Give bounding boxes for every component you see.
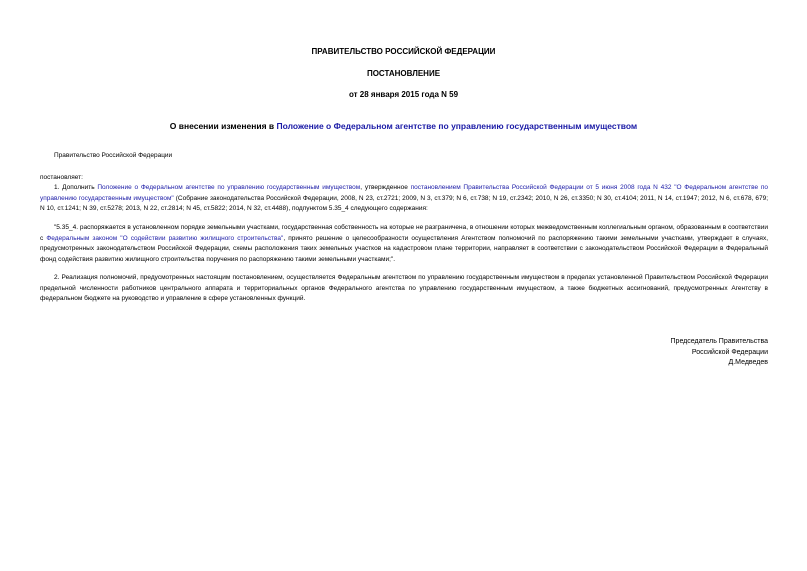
- quote-tail: , принято решение о целесообразности осуществления Агентством полномочий по распоряжению такими земельными участками, утверждает в случаях, предусмотренных законодательством Российской Федерации, схемы расположения таких земельных участков на кадастровом плане территории, направляет в соответствии с законодательством Российской Федерации в Федеральный фонд содействия развитию жилищного строительства поручения по распоряжению такими земельными участками;".: [40, 234, 769, 263]
- signature-org: Российской Федерации: [691, 348, 768, 356]
- paragraph-1-mid: , утвержденное: [360, 184, 411, 191]
- subject-regulation-link[interactable]: Положение о Федеральном агентстве по управлению государственным имуществом: [276, 121, 638, 131]
- paragraph-1-tail: (Собрание законодательства Российской Федерации, 2008, N 23, ст.2721; 2009, N 3, ст.379; N 6, ст.738; N 19, ст.2342; 2010, N 26, ст.3350; N 30, ст.4104; 2011, N 14, ст.1947; 2012, N 6, ст.678, 679; N 10, ст.1241; N 39, ст.5278; 2013, N 22, ст.2814; N 45, ст.5822; 2014, N 32, ст.4488), подпунктом 5.35_4 следующего содержания:: [40, 194, 769, 212]
- document-subject: [0, 121, 807, 132]
- paragraph-1-lead: 1. Дополнить: [54, 184, 98, 191]
- date-number-heading: от 28 января 2015 года N 59: [348, 90, 459, 99]
- regulation-link[interactable]: Положение о Федеральном агентстве по управлению государственным имуществом: [97, 184, 361, 191]
- signature-block: [671, 337, 768, 369]
- issuer-text: Правительство Российской Федерации: [54, 152, 173, 159]
- resolution-432-link[interactable]: постановлением Правительства Российской Федерации от 5 июня 2008 года N 432 "О Федеральном агентстве по управлению государственным имуществом": [40, 184, 769, 202]
- signature-title: Председатель Правительства: [670, 338, 768, 345]
- decrees-text: постановляет:: [40, 174, 83, 181]
- paragraph-1: [40, 183, 768, 215]
- federal-law-link[interactable]: Федеральным законом "О содействии развитию жилищного строительства": [46, 234, 284, 242]
- quoted-subparagraph: [40, 223, 768, 265]
- quote-lead: "5.35_4. распоряжается в установленном порядке земельными участками, государственная собственность на которые не разграничена, в отношении которых межведомственным коллегиальным органом, образованным в соответствии с: [40, 224, 768, 242]
- signature-name: Д.Медведев: [728, 359, 768, 366]
- document-type-heading: ПОСТАНОВЛЕНИЕ: [366, 69, 441, 78]
- paragraph-2: 2. Реализация полномочий, предусмотренных настоящим постановлением, осуществляется Федеральным агентством по управлению государственным имуществом в пределах установленной Правительством Российской Федерации предельной численности работников центрального аппарата и территориальных органов Федерального агентства по управлению государственным имуществом, а также бюджетных ассигнований, предусмотренных Агентству в федеральном бюджете на руководство и управление в сфере установленных функций.: [40, 274, 768, 302]
- subject-prefix: О внесении изменения в: [169, 121, 277, 131]
- government-heading: ПРАВИТЕЛЬСТВО РОССИЙСКОЙ ФЕДЕРАЦИИ: [311, 47, 496, 56]
